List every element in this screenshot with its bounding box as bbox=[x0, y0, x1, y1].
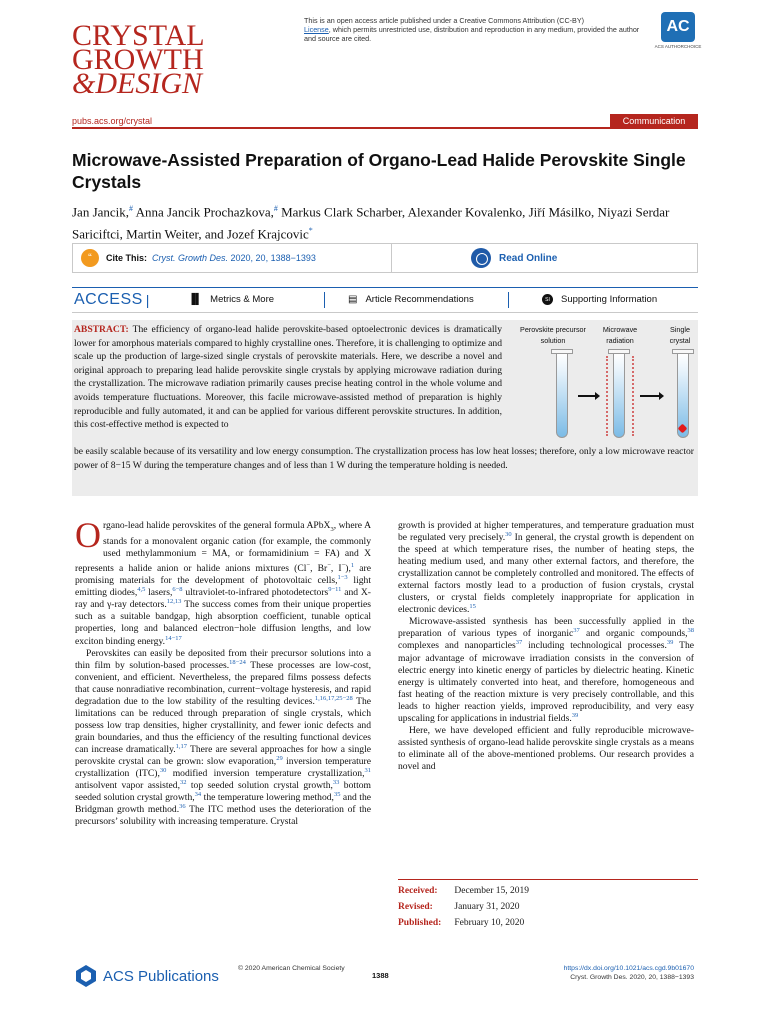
footer-citation: Cryst. Growth Des. 2020, 20, 1388−1393 bbox=[570, 974, 694, 981]
abstract-box bbox=[72, 320, 698, 496]
body-column-right: growth is provided at higher temperatures, and temperature graduation must be regulated very precisely.$^{30}$ In general, the crystal growth is dependent on the speed at which temperature rises, the number of heating steps, the heating medium used, and many other external factors, and therefore, the crystallization cannot be completely controlled and monitored. The effects of external factors mostly lead to a production of fusion crystals, crystal clusters, or crystal fields completely inappropriate for application in electronic devices.$^{15}$ Microwave-assisted synthesis has been successfully applied in the preparation of various types of inorganic$^{37}$ and organic compounds,$^{38}$ complexes and nanoparticles$^{37}$ including technological processes.$^{39}$ The major advantage of microwave irradiation consists in the conversion of electric energy into kinetic energy of particles by dielectric heating. Kinetic energy is ultimately converted into heat, and therefore, homogeneous and fast heating of the reaction mixture is very precisely controllable, and this leads to higher reaction yields, improved reproducibility, and very easy upscaling for applications in industrial fields.$^{39}$ Here, we have developed efficient and fully reproducible microwave-assisted synthesis of organo-lead halide perovskite single crystals as a means to eliminate all of the above-mentioned problems. Our research provides a novel and bbox=[398, 520, 695, 772]
journal-logo bbox=[72, 19, 232, 100]
article-title: Microwave-Assisted Preparation of Organo-Lead Halide Perovskite Single Crystals bbox=[72, 150, 686, 192]
footer-doi bbox=[480, 964, 694, 982]
access-bar: ACCESS | ▐▌ Metrics & More ▤ Article Recommendations SI Supporting Information bbox=[72, 287, 698, 313]
bar-chart-icon: ▐▌ bbox=[188, 294, 203, 305]
access-label: ACCESS bbox=[74, 291, 143, 308]
doi-link[interactable]: https://dx.doi.org/10.1021/acs.cgd.9b01670 bbox=[563, 965, 694, 972]
cite-link[interactable]: Cryst. Growth Des. 2020, 20, 1388−1393 bbox=[152, 253, 316, 263]
author-list bbox=[72, 199, 702, 244]
date-received: Received: December 15, 2019 bbox=[398, 886, 530, 896]
cite-label: Cite This: bbox=[106, 253, 148, 263]
logo-line-3: &DESIGN bbox=[72, 67, 202, 100]
label-microwave: Microwave radiation bbox=[602, 325, 638, 345]
microwave-waves bbox=[606, 356, 634, 436]
recommendations-button[interactable]: ▤ Article Recommendations bbox=[348, 294, 474, 305]
author-3[interactable]: Markus Clark Scharber, Alexander Kovalenko, Jiří Másilko, Niyazi Serdar Sariciftci, Martin Weiter, and Jozef Krajcovic bbox=[72, 204, 670, 242]
quote-icon: “ bbox=[81, 249, 99, 267]
metrics-button[interactable]: ▐▌ Metrics & More bbox=[188, 294, 275, 305]
authorchoice-caption: ACS AUTHORCHOICE bbox=[654, 44, 702, 49]
si-icon: SI bbox=[542, 294, 553, 305]
license-link[interactable]: License bbox=[304, 25, 329, 34]
author-1[interactable]: Jan Jancik, bbox=[72, 204, 130, 220]
body-column-left: Organo-lead halide perovskites of the general formula APbX$_3$, where A stands for a monovalent organic cation (for example, the commonly used methylammonium = MA, or formamidinium = FA) and X represents a halide anion or halide anions mixtures (Cl−, Br−, I−),$^1$ are promising materials for the development of photovoltaic cells,$^{1-3}$ light emitting diodes,$^{4,5}$ lasers,$^{6-8}$ ultraviolet-to-infrared photodetectors$^{9-11}$ and X-ray and γ-ray detectors.$^{12,13}$ The success comes from their unique properties such as a suitable bandgap, high absorption coefficient, tunable optical properties, long and balanced electron−hole diffusion lengths, and low exciton binding energy.$^{14-17}$ Perovskites can easily be deposited from their precursor solutions into a thin film by solution-based processes.$^{18-24}$ These processes are low-cost, convenient, and efficient. Nevertheless, the prepared films possess defects that cause nonradiative recombination, current−voltage hysteresis, and rapid degradation due to the low stability of the resulting devices.$^{1,16,17,25-28}$ The limitations can be reduced through preparation of single crystals, which possess low trap densities, higher crystallinity, and fewer ionic defects and grain boundaries, and thus the efficiency of the resulting functional devices can increase dramatically.$^{1,17}$ There are several approaches for how a single perovskite crystal can be grown: slow evaporation,$^{29}$ inversion temperature crystallization (ITC),$^{30}$ modified inversion temperature crystallization,$^{31}$ antisolvent vapor assisted,$^{32}$ top seeded solution crystal growth,$^{33}$ bottom seeded solution crystal growth,$^{34}$ the temperature lowering method,$^{35}$ and the Bridgman growth method.$^{36}$ The ITC method uses the deterioration of the precursors’ solubility with increasing temperature. Crystal bbox=[75, 515, 372, 828]
copyright-notice: © 2020 American Chemical Society bbox=[238, 965, 345, 972]
read-online-button[interactable]: Read Online bbox=[471, 248, 557, 268]
precursor-tube bbox=[556, 354, 568, 438]
label-precursor: Perovskite precursor solution bbox=[520, 325, 586, 345]
acs-hexagon-icon bbox=[74, 964, 98, 988]
author-1-mark: # bbox=[129, 204, 134, 213]
logo-line-2: GROWTH bbox=[72, 43, 204, 76]
date-published: Published: February 10, 2020 bbox=[398, 918, 525, 928]
globe-icon bbox=[471, 248, 491, 268]
abstract-text-continued: be easily scalable because of its versatility and low energy consumption. The crystallization process has low heat losses; therefore, only a low microwave reactor power of 8−15 W during the temperature changes and of less than 1 W during the temperature holding is needed. bbox=[74, 446, 694, 471]
publication-dates bbox=[398, 879, 698, 931]
cite-divider bbox=[391, 244, 392, 272]
open-access-notice: This is an open access article published under a Creative Commons Attribution (CC-BY) License, which permits unrestricted use, distribution and reproduction in any medium, provided the author and source are cited. bbox=[304, 16, 640, 43]
date-revised: Revised: January 31, 2020 bbox=[398, 902, 520, 912]
arrow-icon bbox=[640, 395, 662, 397]
author-2[interactable]: Anna Jancik Prochazkova, bbox=[133, 204, 274, 220]
cite-box bbox=[72, 243, 698, 273]
acs-authorchoice-badge: AC bbox=[661, 12, 695, 42]
article-type-tag: Communication bbox=[610, 114, 698, 128]
corresponding-author-mark: * bbox=[308, 226, 313, 236]
header-rule bbox=[72, 127, 698, 129]
arrow-icon bbox=[578, 395, 598, 397]
label-crystal: Single crystal bbox=[669, 325, 691, 345]
author-2-mark: # bbox=[273, 204, 278, 213]
journal-url[interactable]: pubs.acs.org/crystal bbox=[72, 116, 153, 126]
document-list-icon: ▤ bbox=[348, 294, 358, 305]
acs-publications-logo[interactable]: ACS Publications bbox=[74, 964, 219, 988]
logo-line-1: CRYSTAL bbox=[72, 19, 205, 52]
supporting-info-button[interactable]: SI Supporting Information bbox=[542, 294, 657, 305]
page-number: 1388 bbox=[372, 971, 389, 980]
abstract-text: ABSTRACT: The efficiency of organo-lead halide perovskite-based optoelectronic devices is dramatically lower for amorphous materials compared to highly crystalline ones. Therefore, it is challenging to optimize and scale up the production of large-sized single crystals of perovskite materials. Here, we describe a novel and original approach to preparing lead halide perovskite single crystals by applying microwave radiation during the crystallization. The microwave radiation primarily causes precise heating control in the whole volume and avoids temperature fluctuations. Moreover, this facile microwave-assisted method of preparation is highly reproducible and fully automated, it and can be applied for various different perovskite structures. In addition, this cost-effective method is expected to bbox=[74, 324, 502, 431]
